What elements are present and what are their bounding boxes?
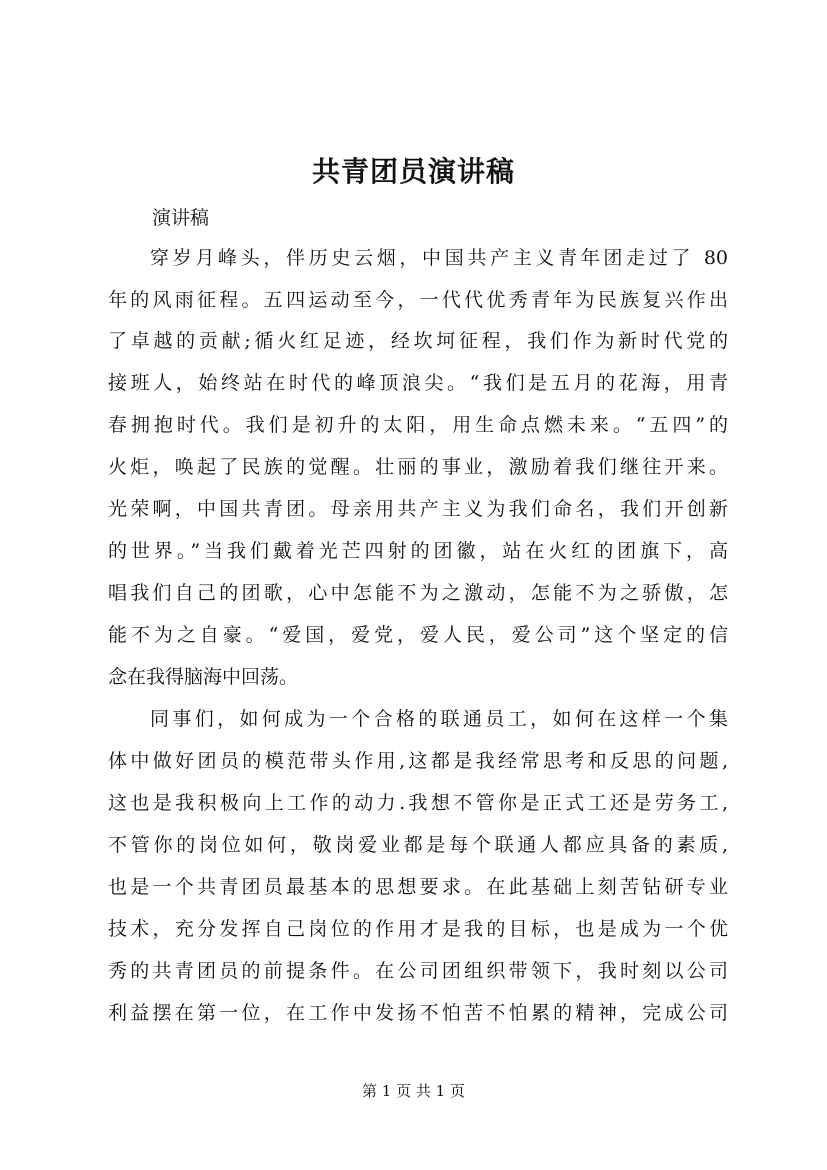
document-title: 共青团员演讲稿 — [311, 155, 515, 188]
paragraph-line: 光荣啊，中国共青团。母亲用共产主义为我们命名，我们开创新 — [108, 498, 728, 520]
paragraph-line: 能不为之自豪。“爱国，爱党，爱人民，爱公司”这个坚定的信 — [108, 624, 728, 646]
paragraph-line: 也是一个共青团员最基本的思想要求。在此基础上刻苦钻研专业 — [108, 876, 728, 898]
paragraph-line: 的世界。”当我们戴着光芒四射的团徽，站在火红的团旗下，高 — [108, 540, 728, 562]
paragraph-line: 念在我得脑海中回荡。 — [108, 666, 299, 688]
paragraph-line: 利益摆在第一位，在工作中发扬不怕苦不怕累的精神，完成公司 — [108, 1002, 728, 1024]
paragraph-line: 同事们，如何成为一个合格的联通员工，如何在这样一个集 — [150, 708, 728, 730]
paragraph-line: 这也是我积极向上工作的动力.我想不管你是正式工还是劳务工, — [108, 792, 728, 814]
paragraph-line: 接班人，始终站在时代的峰顶浪尖。“我们是五月的花海，用青 — [108, 372, 728, 394]
paragraph-line: 体中做好团员的模范带头作用,这都是我经常思考和反思的问题, — [108, 750, 728, 772]
paragraph-line: 火炬，唤起了民族的觉醒。壮丽的事业，激励着我们继往开来。 — [108, 456, 728, 478]
paragraph-line: 穿岁月峰头，伴历史云烟，中国共产主义青年团走过了 80 — [150, 247, 728, 269]
paragraph-line: 不管你的岗位如何，敬岗爱业都是每个联通人都应具备的素质, — [108, 834, 728, 856]
paragraph-line: 春拥抱时代。我们是初升的太阳，用生命点燃未来。“五四”的 — [108, 414, 728, 436]
paragraph-line: 唱我们自己的团歌，心中怎能不为之激动，怎能不为之骄傲，怎 — [108, 582, 728, 604]
page-footer: 第 1 页 共 1 页 — [362, 1082, 465, 1100]
paragraph-line: 年的风雨征程。五四运动至今，一代代优秀青年为民族复兴作出 — [108, 289, 728, 311]
paragraph-line: 了卓越的贡献;循火红足迹，经坎坷征程，我们作为新时代党的 — [108, 330, 728, 352]
document-subtitle: 演讲稿 — [152, 207, 210, 229]
paragraph-line: 秀的共青团员的前提条件。在公司团组织带领下，我时刻以公司 — [108, 960, 728, 982]
paragraph-line: 技术，充分发挥自己岗位的作用才是我的目标，也是成为一个优 — [108, 918, 728, 940]
